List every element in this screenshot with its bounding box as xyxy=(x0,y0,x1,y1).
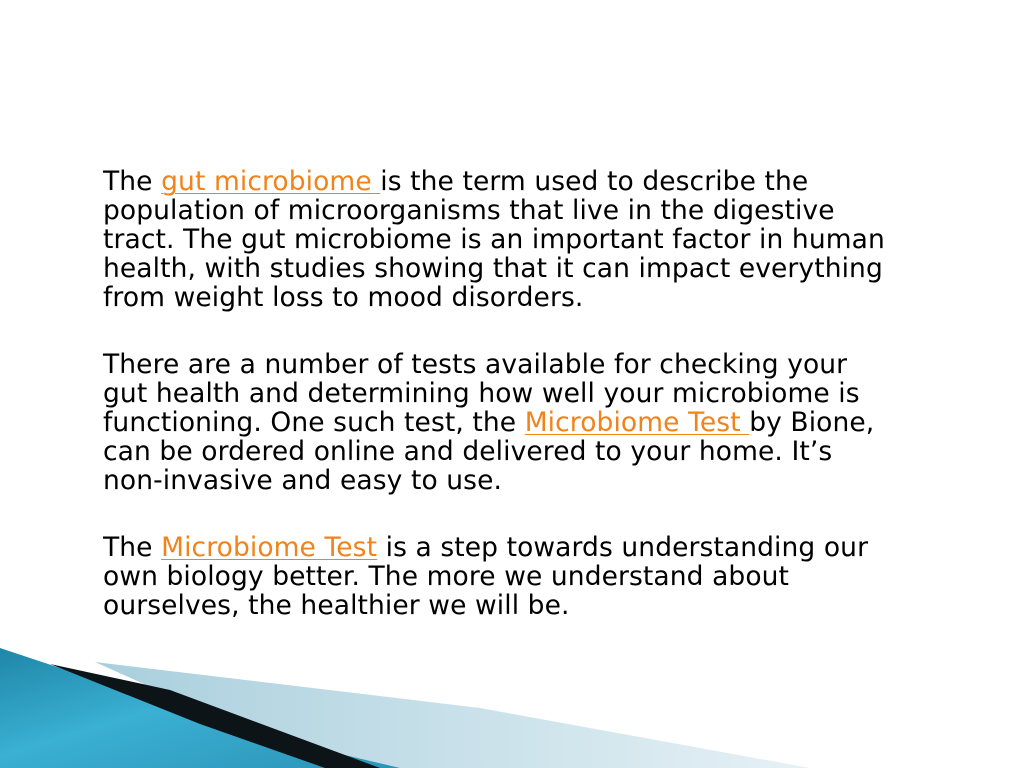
wave-teal-band xyxy=(0,648,400,768)
text-segment: is the term used to describe the xyxy=(380,166,809,197)
wave-light-stripe xyxy=(95,662,810,768)
text-segment: can be ordered online and delivered to your home. It’s xyxy=(103,436,833,467)
text-line xyxy=(103,437,983,466)
text-segment: non-invasive and easy to use. xyxy=(103,465,503,496)
text-segment: own biology better. The more we understand about xyxy=(103,561,790,592)
text-line xyxy=(103,379,983,408)
hyperlink[interactable]: gut microbiome xyxy=(161,166,381,197)
text-line xyxy=(103,408,983,437)
text-line xyxy=(103,254,983,283)
body-paragraph xyxy=(103,350,983,495)
text-segment: ourselves, the healthier we will be. xyxy=(103,590,570,621)
text-segment: is a step towards understanding our xyxy=(377,532,869,563)
text-segment: The xyxy=(103,532,162,563)
body-paragraph xyxy=(103,167,983,312)
text-segment: gut health and determining how well your microbiome is xyxy=(103,378,860,409)
hyperlink[interactable]: Microbiome Test xyxy=(524,407,750,438)
text-line xyxy=(103,225,983,254)
text-line xyxy=(103,533,983,562)
text-segment: from weight loss to mood disorders. xyxy=(103,282,584,313)
text-segment: The xyxy=(103,166,162,197)
body-paragraph xyxy=(103,533,983,620)
text-line xyxy=(103,562,983,591)
slide-body xyxy=(103,167,983,658)
text-line xyxy=(103,283,983,312)
wave-dark-stripe xyxy=(50,664,380,768)
text-line xyxy=(103,196,983,225)
text-segment: population of microorganisms that live in the digestive xyxy=(103,195,835,226)
text-segment: health, with studies showing that it can impact everything xyxy=(103,253,883,284)
text-segment: by Bione, xyxy=(749,407,875,438)
text-line xyxy=(103,350,983,379)
text-segment: functioning. One such test, the xyxy=(103,407,525,438)
text-segment: tract. The gut microbiome is an important factor in human xyxy=(103,224,885,255)
text-segment: There are a number of tests available for checking your xyxy=(103,349,848,380)
text-line xyxy=(103,167,983,196)
text-line xyxy=(103,591,983,620)
text-line xyxy=(103,466,983,495)
hyperlink[interactable]: Microbiome Test xyxy=(161,532,378,563)
